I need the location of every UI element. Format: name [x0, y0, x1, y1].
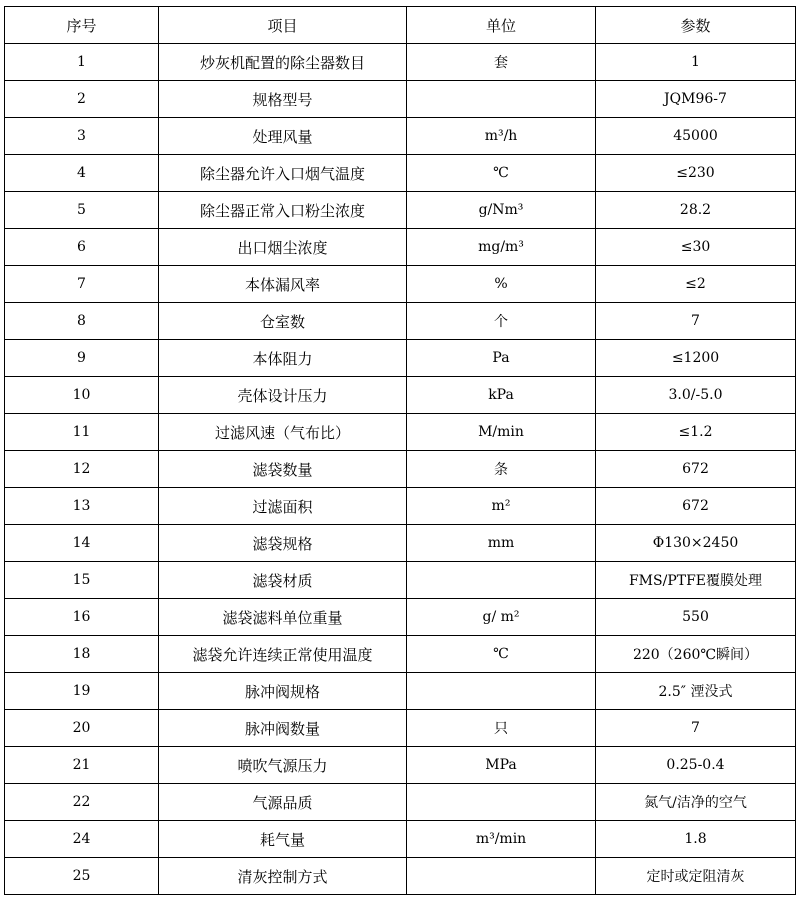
- row-no-cell: 11: [5, 414, 159, 451]
- row-no-cell: 12: [5, 451, 159, 488]
- row-no-cell: 25: [5, 858, 159, 895]
- row-unit-cell: 只: [407, 710, 596, 747]
- table-row: [5, 821, 796, 858]
- row-item-cell: 本体阻力: [159, 340, 407, 377]
- row-value-cell: ≤2: [596, 266, 796, 303]
- header-value: 参数: [596, 7, 796, 44]
- row-item-cell: 壳体设计压力: [159, 377, 407, 414]
- row-unit-cell: 个: [407, 303, 596, 340]
- row-item-cell: 出口烟尘浓度: [159, 229, 407, 266]
- row-item-cell: 耗气量: [159, 821, 407, 858]
- row-no-cell: 9: [5, 340, 159, 377]
- row-item-cell: 脉冲阀规格: [159, 673, 407, 710]
- row-value-cell: 550: [596, 599, 796, 636]
- row-value-cell: ≤230: [596, 155, 796, 192]
- row-unit-cell: 套: [407, 44, 596, 81]
- row-no-cell: 16: [5, 599, 159, 636]
- row-no-cell: 3: [5, 118, 159, 155]
- row-item-cell: 处理风量: [159, 118, 407, 155]
- table-row: [5, 303, 796, 340]
- row-value-cell: ≤1200: [596, 340, 796, 377]
- row-item-cell: 本体漏风率: [159, 266, 407, 303]
- row-no-cell: 7: [5, 266, 159, 303]
- row-item-cell: 除尘器正常入口粉尘浓度: [159, 192, 407, 229]
- table-row: [5, 229, 796, 266]
- row-value-cell: 0.25-0.4: [596, 747, 796, 784]
- row-item-cell: 脉冲阀数量: [159, 710, 407, 747]
- row-no-cell: 10: [5, 377, 159, 414]
- row-value-cell: 3.0/-5.0: [596, 377, 796, 414]
- row-no-cell: 2: [5, 81, 159, 118]
- row-unit-cell: g/Nm³: [407, 192, 596, 229]
- table-row: [5, 340, 796, 377]
- row-value-cell: 7: [596, 710, 796, 747]
- row-unit-cell: m³/min: [407, 821, 596, 858]
- row-no-cell: 5: [5, 192, 159, 229]
- row-item-cell: 过滤风速（气布比）: [159, 414, 407, 451]
- header-item: 项目: [159, 7, 407, 44]
- table-row: [5, 673, 796, 710]
- row-item-cell: 炒灰机配置的除尘器数目: [159, 44, 407, 81]
- row-item-cell: 过滤面积: [159, 488, 407, 525]
- row-unit-cell: 条: [407, 451, 596, 488]
- row-unit-cell: [407, 673, 596, 710]
- row-no-cell: 14: [5, 525, 159, 562]
- table-body: [5, 44, 796, 895]
- row-value-cell: Φ130×2450: [596, 525, 796, 562]
- parameter-table: [4, 6, 796, 895]
- row-no-cell: 4: [5, 155, 159, 192]
- header-unit: 单位: [407, 7, 596, 44]
- table-row: [5, 599, 796, 636]
- row-unit-cell: Pa: [407, 340, 596, 377]
- row-value-cell: 氮气/洁净的空气: [596, 784, 796, 821]
- table-row: [5, 710, 796, 747]
- row-item-cell: 滤袋数量: [159, 451, 407, 488]
- table-row: [5, 784, 796, 821]
- row-no-cell: 6: [5, 229, 159, 266]
- row-no-cell: 21: [5, 747, 159, 784]
- row-item-cell: 滤袋滤料单位重量: [159, 599, 407, 636]
- row-no-cell: 8: [5, 303, 159, 340]
- row-value-cell: ≤1.2: [596, 414, 796, 451]
- row-item-cell: 滤袋允许连续正常使用温度: [159, 636, 407, 673]
- row-no-cell: 19: [5, 673, 159, 710]
- row-item-cell: 仓室数: [159, 303, 407, 340]
- row-item-cell: 气源品质: [159, 784, 407, 821]
- row-value-cell: 672: [596, 488, 796, 525]
- header-row: [5, 7, 796, 44]
- table-row: [5, 192, 796, 229]
- row-item-cell: 喷吹气源压力: [159, 747, 407, 784]
- row-value-cell: 45000: [596, 118, 796, 155]
- table-row: [5, 562, 796, 599]
- table-row: [5, 155, 796, 192]
- row-no-cell: 15: [5, 562, 159, 599]
- row-unit-cell: [407, 81, 596, 118]
- row-item-cell: 除尘器允许入口烟气温度: [159, 155, 407, 192]
- row-value-cell: 28.2: [596, 192, 796, 229]
- row-unit-cell: mg/m³: [407, 229, 596, 266]
- row-item-cell: 清灰控制方式: [159, 858, 407, 895]
- table-row: [5, 451, 796, 488]
- row-unit-cell: m²: [407, 488, 596, 525]
- table-row: [5, 266, 796, 303]
- row-value-cell: 1.8: [596, 821, 796, 858]
- row-unit-cell: M/min: [407, 414, 596, 451]
- table-row: [5, 414, 796, 451]
- row-unit-cell: [407, 562, 596, 599]
- row-no-cell: 1: [5, 44, 159, 81]
- row-no-cell: 20: [5, 710, 159, 747]
- table-row: [5, 747, 796, 784]
- row-value-cell: 220（260℃瞬间）: [596, 636, 796, 673]
- row-item-cell: 规格型号: [159, 81, 407, 118]
- row-unit-cell: mm: [407, 525, 596, 562]
- row-no-cell: 24: [5, 821, 159, 858]
- row-no-cell: 22: [5, 784, 159, 821]
- row-item-cell: 滤袋规格: [159, 525, 407, 562]
- table-row: [5, 377, 796, 414]
- row-value-cell: ≤30: [596, 229, 796, 266]
- row-value-cell: JQM96-7: [596, 81, 796, 118]
- row-unit-cell: %: [407, 266, 596, 303]
- row-value-cell: 7: [596, 303, 796, 340]
- row-unit-cell: ℃: [407, 636, 596, 673]
- table-row: [5, 636, 796, 673]
- table-row: [5, 858, 796, 895]
- table-row: [5, 118, 796, 155]
- row-unit-cell: [407, 784, 596, 821]
- row-no-cell: 18: [5, 636, 159, 673]
- row-value-cell: 2.5″ 湮没式: [596, 673, 796, 710]
- header-no: 序号: [5, 7, 159, 44]
- row-value-cell: 672: [596, 451, 796, 488]
- table-row: [5, 525, 796, 562]
- row-no-cell: 13: [5, 488, 159, 525]
- row-item-cell: 滤袋材质: [159, 562, 407, 599]
- table-row: [5, 44, 796, 81]
- row-unit-cell: m³/h: [407, 118, 596, 155]
- row-value-cell: FMS/PTFE覆膜处理: [596, 562, 796, 599]
- row-unit-cell: [407, 858, 596, 895]
- row-unit-cell: MPa: [407, 747, 596, 784]
- row-value-cell: 1: [596, 44, 796, 81]
- row-value-cell: 定时或定阻清灰: [596, 858, 796, 895]
- row-unit-cell: kPa: [407, 377, 596, 414]
- table-row: [5, 81, 796, 118]
- row-unit-cell: g/ m²: [407, 599, 596, 636]
- table-header: [5, 7, 796, 44]
- table-row: [5, 488, 796, 525]
- row-unit-cell: ℃: [407, 155, 596, 192]
